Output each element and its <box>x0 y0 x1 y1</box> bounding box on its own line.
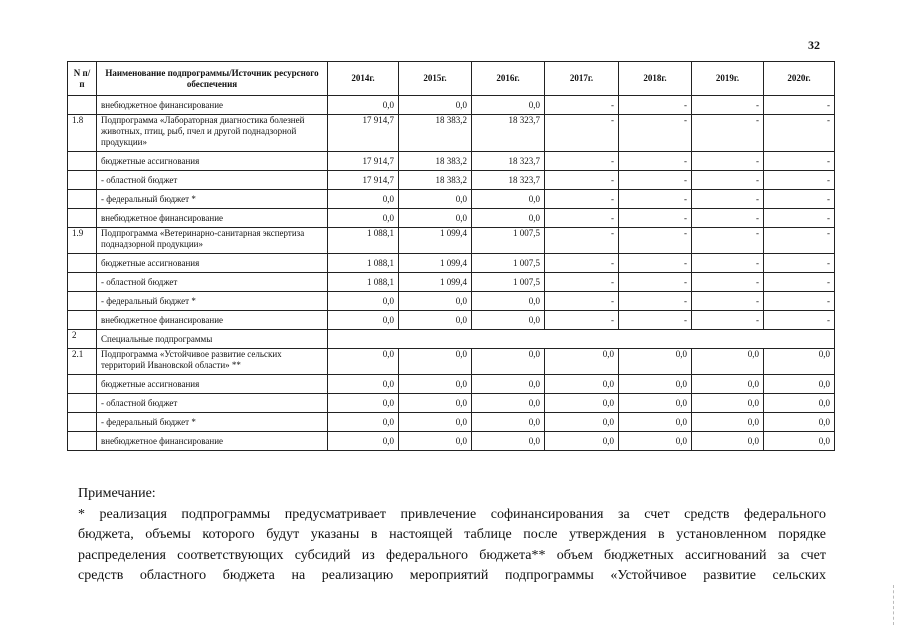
row-number <box>68 254 97 273</box>
cell-2020: - <box>764 311 835 330</box>
cell-2016: 1 007,5 <box>472 228 545 254</box>
cell-2015: 0,0 <box>399 413 472 432</box>
row-number: 1.9 <box>68 228 97 254</box>
cell-2020: 0,0 <box>764 413 835 432</box>
row-name: бюджетные ассигнования <box>97 375 328 394</box>
table-header-row <box>68 62 835 96</box>
cell-2019: - <box>692 115 764 152</box>
header-2018: 2018г. <box>619 62 692 96</box>
cell-2016: 0,0 <box>472 432 545 451</box>
cell-2018: - <box>619 254 692 273</box>
cell-2020: 0,0 <box>764 394 835 413</box>
cell-2014: 0,0 <box>328 311 399 330</box>
cell-2018: 0,0 <box>619 432 692 451</box>
table-row <box>68 254 835 273</box>
cell-2018: - <box>619 228 692 254</box>
table-row <box>68 171 835 190</box>
cell-2019: 0,0 <box>692 432 764 451</box>
row-name: - федеральный бюджет * <box>97 190 328 209</box>
row-number: 2 <box>68 330 97 349</box>
cell-2014: 0,0 <box>328 96 399 115</box>
header-2017: 2017г. <box>545 62 619 96</box>
table-row <box>68 394 835 413</box>
cell-2019: - <box>692 273 764 292</box>
table-row <box>68 413 835 432</box>
row-name: внебюджетное финансирование <box>97 96 328 115</box>
cell-2020: - <box>764 115 835 152</box>
table-row <box>68 432 835 451</box>
cell-2018: - <box>619 96 692 115</box>
cell-2014: 1 088,1 <box>328 254 399 273</box>
table-row <box>68 209 835 228</box>
row-number <box>68 171 97 190</box>
cell-2016: 0,0 <box>472 375 545 394</box>
cell-2016: 18 323,7 <box>472 171 545 190</box>
row-number: 2.1 <box>68 349 97 375</box>
cell-2017: - <box>545 254 619 273</box>
table-row <box>68 228 835 254</box>
cell-2018: - <box>619 152 692 171</box>
row-name: внебюджетное финансирование <box>97 311 328 330</box>
table-row <box>68 311 835 330</box>
table-row <box>68 190 835 209</box>
cell-2015: 0,0 <box>399 349 472 375</box>
cell-2016: 0,0 <box>472 292 545 311</box>
cell-2017: 0,0 <box>545 349 619 375</box>
cell-2015: 0,0 <box>399 209 472 228</box>
cell-2014: 1 088,1 <box>328 228 399 254</box>
cell-2015: 1 099,4 <box>399 254 472 273</box>
cell-2018: - <box>619 273 692 292</box>
scan-margin-mark <box>893 585 895 625</box>
row-name: бюджетные ассигнования <box>97 152 328 171</box>
cell-2015: 0,0 <box>399 190 472 209</box>
cell-2018: 0,0 <box>619 349 692 375</box>
cell-2019: - <box>692 292 764 311</box>
row-name: внебюджетное финансирование <box>97 432 328 451</box>
table-row <box>68 96 835 115</box>
cell-2018: 0,0 <box>619 413 692 432</box>
cell-2019: 0,0 <box>692 394 764 413</box>
cell-2016: 18 323,7 <box>472 152 545 171</box>
row-number <box>68 311 97 330</box>
cell-2020: - <box>764 273 835 292</box>
cell-2020: 0,0 <box>764 432 835 451</box>
cell-2019: 0,0 <box>692 413 764 432</box>
table-row <box>68 330 835 349</box>
cell-2020: 0,0 <box>764 349 835 375</box>
cell-2014: 17 914,7 <box>328 152 399 171</box>
cell-2017: 0,0 <box>545 375 619 394</box>
cell-2020: 0,0 <box>764 375 835 394</box>
cell-2014: 0,0 <box>328 375 399 394</box>
cell-2018: - <box>619 171 692 190</box>
cell-2020: - <box>764 228 835 254</box>
row-name: Подпрограмма «Ветеринарно-санитарная экспертиза поднадзорной продукции» <box>97 228 328 254</box>
cell-2020: - <box>764 190 835 209</box>
cell-2015: 1 099,4 <box>399 273 472 292</box>
cell-2017: - <box>545 228 619 254</box>
cell-2017: - <box>545 96 619 115</box>
row-number <box>68 413 97 432</box>
row-name: внебюджетное финансирование <box>97 209 328 228</box>
cell-2017: - <box>545 171 619 190</box>
row-number <box>68 375 97 394</box>
header-2020: 2020г. <box>764 62 835 96</box>
cell-2017: - <box>545 190 619 209</box>
row-name: - областной бюджет <box>97 394 328 413</box>
cell-2015: 1 099,4 <box>399 228 472 254</box>
cell-2014: 1 088,1 <box>328 273 399 292</box>
header-2014: 2014г. <box>328 62 399 96</box>
cell-2014: 0,0 <box>328 190 399 209</box>
cell-2020: - <box>764 152 835 171</box>
cell-2017: 0,0 <box>545 432 619 451</box>
page-number: 32 <box>808 38 820 52</box>
cell-2015: 0,0 <box>399 394 472 413</box>
cell-2016: 0,0 <box>472 394 545 413</box>
table-row <box>68 115 835 152</box>
cell-2017: - <box>545 292 619 311</box>
cell-2019: 0,0 <box>692 349 764 375</box>
cell-2014: 0,0 <box>328 394 399 413</box>
cell-2014: 0,0 <box>328 432 399 451</box>
row-number <box>68 96 97 115</box>
budget-table <box>67 61 835 451</box>
cell-2017: - <box>545 209 619 228</box>
header-name: Наименование подпрограммы/Источник ресурсного обеспечения <box>97 62 328 96</box>
cell-2019: - <box>692 96 764 115</box>
cell-2015: 0,0 <box>399 292 472 311</box>
note-line: * реализация подпрограммы предусматривает привлечение софинансирования за счет средств федерального <box>78 506 826 522</box>
cell-2016: 18 323,7 <box>472 115 545 152</box>
cell-2019: - <box>692 228 764 254</box>
cell-2019: - <box>692 152 764 171</box>
header-no: N п/п <box>68 62 97 96</box>
note-line: средств областного бюджета на реализацию мероприятий подпрограммы «Устойчивое развитие сельских <box>78 568 826 583</box>
cell-2019: - <box>692 209 764 228</box>
cell-2015: 18 383,2 <box>399 171 472 190</box>
row-number <box>68 432 97 451</box>
cell-2015: 0,0 <box>399 432 472 451</box>
row-number <box>68 292 97 311</box>
header-2019: 2019г. <box>692 62 764 96</box>
cell-2015: 0,0 <box>399 375 472 394</box>
row-number <box>68 273 97 292</box>
table-row <box>68 292 835 311</box>
row-number <box>68 190 97 209</box>
row-name: Подпрограмма «Устойчивое развитие сельских территорий Ивановской области» ** <box>97 349 328 375</box>
note-line: распределения соответствующих субсидий из федерального бюджета** объем бюджетных ассигнований за счет <box>78 547 826 563</box>
cell-2016: 0,0 <box>472 413 545 432</box>
cell-2019: - <box>692 311 764 330</box>
cell-2020: - <box>764 292 835 311</box>
cell-2015: 0,0 <box>399 311 472 330</box>
cell-2016: 0,0 <box>472 96 545 115</box>
cell-2015: 0,0 <box>399 96 472 115</box>
cell-2018: - <box>619 190 692 209</box>
cell-2015: 18 383,2 <box>399 115 472 152</box>
cell-2017: - <box>545 311 619 330</box>
row-name: - федеральный бюджет * <box>97 413 328 432</box>
cell-2019: - <box>692 190 764 209</box>
note-line: бюджета, объемы которого будут указаны в настоящей таблице после утверждения в установленном порядке <box>78 527 826 542</box>
cell-2019: - <box>692 171 764 190</box>
row-name: - областной бюджет <box>97 171 328 190</box>
cell-2019: - <box>692 254 764 273</box>
cell-2018: - <box>619 292 692 311</box>
cell-2014: 0,0 <box>328 292 399 311</box>
row-name: - областной бюджет <box>97 273 328 292</box>
row-number: 1.8 <box>68 115 97 152</box>
row-number <box>68 152 97 171</box>
cell-2017: - <box>545 273 619 292</box>
cell-2018: 0,0 <box>619 375 692 394</box>
cell-2016: 0,0 <box>472 209 545 228</box>
cell-2020: - <box>764 96 835 115</box>
row-name: бюджетные ассигнования <box>97 254 328 273</box>
row-name: Специальные подпрограммы <box>97 330 328 349</box>
cell-2016: 0,0 <box>472 349 545 375</box>
header-2015: 2015г. <box>399 62 472 96</box>
note-title: Примечание: <box>78 486 156 501</box>
cell-2017: - <box>545 115 619 152</box>
cell-2020: - <box>764 254 835 273</box>
cell-2017: - <box>545 152 619 171</box>
cell-2017: 0,0 <box>545 394 619 413</box>
cell-2015: 18 383,2 <box>399 152 472 171</box>
table-row <box>68 152 835 171</box>
cell-2014: 17 914,7 <box>328 115 399 152</box>
cell-2016: 1 007,5 <box>472 273 545 292</box>
cell-2014: 17 914,7 <box>328 171 399 190</box>
table-row <box>68 273 835 292</box>
row-number <box>68 209 97 228</box>
cell-2016: 1 007,5 <box>472 254 545 273</box>
table-row <box>68 375 835 394</box>
cell-2016: 0,0 <box>472 311 545 330</box>
cell-2020: - <box>764 171 835 190</box>
cell-2018: 0,0 <box>619 394 692 413</box>
row-number <box>68 394 97 413</box>
cell-2014: 0,0 <box>328 349 399 375</box>
table-row <box>68 349 835 375</box>
cell-2018: - <box>619 209 692 228</box>
cell-2014: 0,0 <box>328 209 399 228</box>
row-name: - федеральный бюджет * <box>97 292 328 311</box>
row-name: Подпрограмма «Лабораторная диагностика болезней животных, птиц, рыб, пчел и другой поднадзорной продукции» <box>97 115 328 152</box>
header-2016: 2016г. <box>472 62 545 96</box>
cell-2019: 0,0 <box>692 375 764 394</box>
cell-2016: 0,0 <box>472 190 545 209</box>
cell-2014: 0,0 <box>328 413 399 432</box>
cell-2017: 0,0 <box>545 413 619 432</box>
cell-2018: - <box>619 115 692 152</box>
cell-2020: - <box>764 209 835 228</box>
cell-2018: - <box>619 311 692 330</box>
note-block <box>78 484 826 587</box>
row-empty-span <box>328 330 835 349</box>
